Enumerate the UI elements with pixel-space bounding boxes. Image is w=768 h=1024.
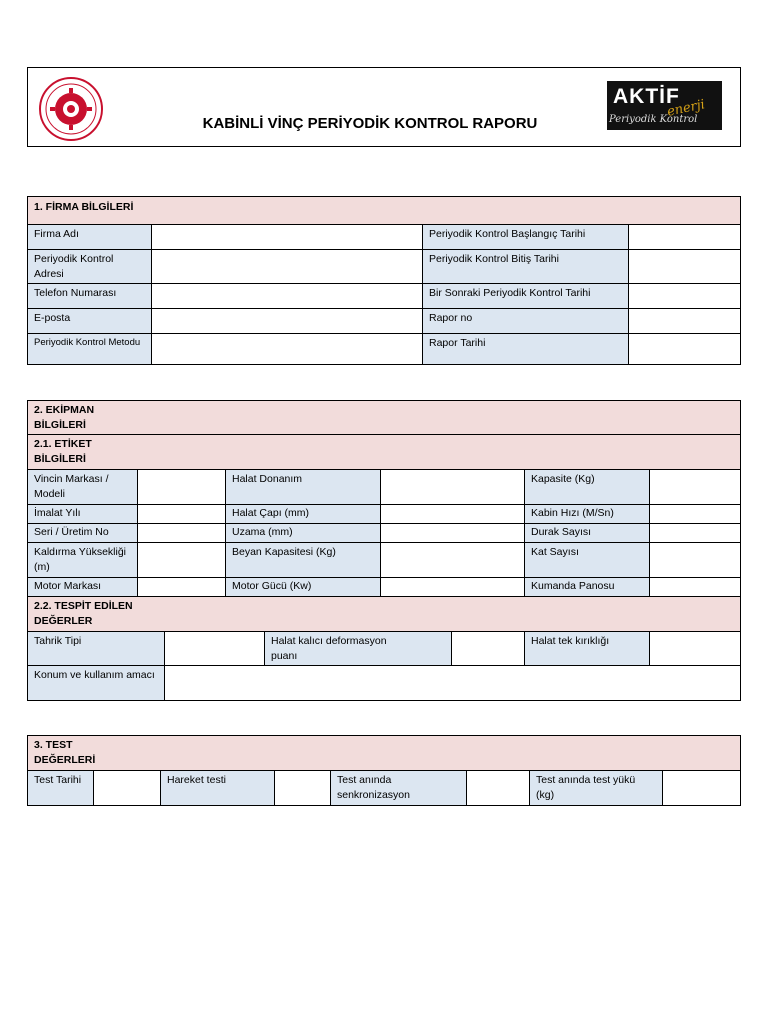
label-seri-uretim-no: Seri / Üretim No	[28, 524, 138, 543]
label-kontrol-adresi: Periyodik Kontrol Adresi	[28, 250, 152, 284]
firma-table	[27, 196, 741, 365]
etiket-subsection-title: 2.1. ETİKET BİLGİLERİ	[28, 435, 741, 470]
value-eposta[interactable]	[152, 309, 423, 334]
value-seri-uretim-no[interactable]	[138, 524, 226, 543]
label-kumanda-panosu: Kumanda Panosu	[525, 578, 650, 597]
label-motor-markasi: Motor Markası	[28, 578, 138, 597]
label-senkronizasyon: Test anında senkronizasyon	[331, 771, 467, 806]
value-kabin-hizi[interactable]	[650, 505, 741, 524]
label-kat-sayisi: Kat Sayısı	[525, 543, 650, 578]
label-halat-capi: Halat Çapı (mm)	[226, 505, 381, 524]
value-imalat-yili[interactable]	[138, 505, 226, 524]
value-test-tarihi[interactable]	[94, 771, 161, 806]
aktif-logo-main: AKTİF	[613, 85, 680, 108]
value-kumanda-panosu[interactable]	[650, 578, 741, 597]
label-test-yuku: Test anında test yükü (kg)	[530, 771, 663, 806]
label-motor-gucu: Motor Gücü (Kw)	[226, 578, 381, 597]
aktif-logo-sub: Periyodik Kontrol	[609, 114, 698, 125]
value-sonraki-kontrol[interactable]	[629, 284, 741, 309]
label-tahrik-tipi: Tahrik Tipi	[28, 632, 165, 666]
test-section-title: 3. TEST DEĞERLERİ	[28, 736, 741, 771]
label-imalat-yili: İmalat Yılı	[28, 505, 138, 524]
value-kaldirma-yuksekligi[interactable]	[138, 543, 226, 578]
value-bitis-tarihi[interactable]	[629, 250, 741, 284]
value-rapor-tarihi[interactable]	[629, 334, 741, 365]
value-beyan-kapasitesi[interactable]	[381, 543, 525, 578]
label-rapor-tarihi: Rapor Tarihi	[423, 334, 629, 365]
label-halat-donanim: Halat Donanım	[226, 470, 381, 505]
value-uzama[interactable]	[381, 524, 525, 543]
value-rapor-no[interactable]	[629, 309, 741, 334]
label-bitis-tarihi: Periyodik Kontrol Bitiş Tarihi	[423, 250, 629, 284]
label-eposta: E-posta	[28, 309, 152, 334]
value-kapasite[interactable]	[650, 470, 741, 505]
label-baslangic-tarihi: Periyodik Kontrol Başlangıç Tarihi	[423, 225, 629, 250]
value-senkronizasyon[interactable]	[467, 771, 530, 806]
label-kontrol-metodu: Periyodik Kontrol Metodu	[28, 334, 152, 365]
value-baslangic-tarihi[interactable]	[629, 225, 741, 250]
test-table	[27, 735, 741, 806]
label-sonraki-kontrol: Bir Sonraki Periyodik Kontrol Tarihi	[423, 284, 629, 309]
value-vinc-marka-model[interactable]	[138, 470, 226, 505]
label-kaldirma-yuksekligi: Kaldırma Yüksekliği (m)	[28, 543, 138, 578]
report-title: KABİNLİ VİNÇ PERİYODİK KONTROL RAPORU	[202, 115, 538, 132]
value-halat-capi[interactable]	[381, 505, 525, 524]
firma-section-title: 1. FİRMA BİLGİLERİ	[28, 197, 741, 225]
label-rapor-no: Rapor no	[423, 309, 629, 334]
label-kapasite: Kapasite (Kg)	[525, 470, 650, 505]
label-halat-tek-kiriklik: Halat tek kırıklığı	[525, 632, 650, 666]
value-konum-kullanim[interactable]	[165, 666, 741, 701]
value-halat-donanim[interactable]	[381, 470, 525, 505]
label-hareket-testi: Hareket testi	[161, 771, 275, 806]
value-telefon[interactable]	[152, 284, 423, 309]
value-kontrol-adresi[interactable]	[152, 250, 423, 284]
label-uzama: Uzama (mm)	[226, 524, 381, 543]
value-halat-tek-kiriklik[interactable]	[650, 632, 741, 666]
value-motor-gucu[interactable]	[381, 578, 525, 597]
value-motor-markasi[interactable]	[138, 578, 226, 597]
label-beyan-kapasitesi: Beyan Kapasitesi (Kg)	[226, 543, 381, 578]
value-durak-sayisi[interactable]	[650, 524, 741, 543]
aktif-logo	[607, 81, 722, 130]
value-kontrol-metodu[interactable]	[152, 334, 423, 365]
ekipman-table	[27, 400, 741, 701]
label-telefon: Telefon Numarası	[28, 284, 152, 309]
value-halat-deformasyon[interactable]	[452, 632, 525, 666]
label-halat-deformasyon: Halat kalıcı deformasyon puanı	[265, 632, 452, 666]
ministry-seal-icon	[38, 76, 104, 142]
value-kat-sayisi[interactable]	[650, 543, 741, 578]
label-test-tarihi: Test Tarihi	[28, 771, 94, 806]
label-kabin-hizi: Kabin Hızı (M/Sn)	[525, 505, 650, 524]
value-hareket-testi[interactable]	[275, 771, 331, 806]
label-vinc-marka-model: Vincin Markası / Modeli	[28, 470, 138, 505]
report-header	[27, 67, 741, 147]
value-test-yuku[interactable]	[663, 771, 741, 806]
tespit-subsection-title: 2.2. TESPİT EDİLEN DEĞERLER	[28, 597, 741, 632]
ekipman-section-title: 2. EKİPMAN BİLGİLERİ	[28, 401, 741, 435]
label-firma-adi: Firma Adı	[28, 225, 152, 250]
value-tahrik-tipi[interactable]	[165, 632, 265, 666]
label-durak-sayisi: Durak Sayısı	[525, 524, 650, 543]
label-konum-kullanim: Konum ve kullanım amacı	[28, 666, 165, 701]
value-firma-adi[interactable]	[152, 225, 423, 250]
aktif-logo-script: enerji	[665, 97, 707, 120]
